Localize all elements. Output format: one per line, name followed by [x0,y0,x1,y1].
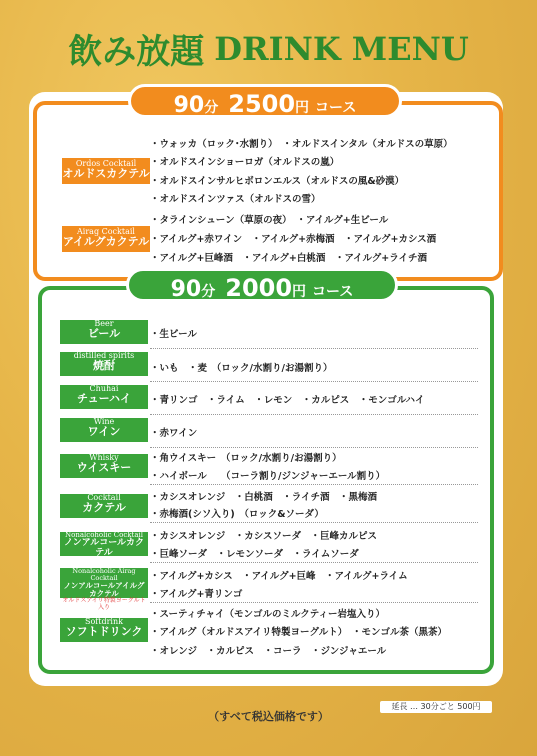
category-jp: ビール [87,327,121,341]
menu-line: ・オルドスインショーロガ（オルドスの嵐） [150,157,340,168]
divider [150,484,478,485]
category-en: Chuhai [89,384,119,393]
menu-line: ・アイルグ+青リンゴ [150,589,243,600]
course-2500-fun: 分 [204,100,219,116]
category-sub: オルドスアイリ特製ヨーグルト入り [60,598,148,611]
course-2500-price: 2500 [228,90,296,118]
menu-line: ・オルドスインツァス（オルドスの雪） [150,194,321,205]
menu-line: ・オルドスインサルヒボロンエルス（オルドスの風&砂漠） [150,176,405,187]
course-2000-price: 2000 [225,274,293,302]
menu-line: ・カシスオレンジ ・白桃酒 ・ライチ酒 ・黒梅酒 [150,492,377,503]
category-en: Cocktail [87,493,121,502]
category-en: Whisky [89,453,119,462]
category-jp: 焼酎 [93,359,115,373]
menu-line: ・巨峰ソーダ ・レモンソーダ ・ライムソーダ [150,549,359,560]
divider [150,602,478,603]
extension-note: 延長 … 30分ごと 500円 [380,701,492,713]
menu-line: ・赤梅酒(シソ入り) （ロック&ソーダ） [150,509,324,520]
category-cocktail [60,494,148,518]
category-en: Ordos Cocktail [75,159,137,168]
category-jp: ウイスキー [76,461,132,475]
course-2000-fun: 分 [201,284,216,300]
category-jp: オルドスカクテル [62,167,150,181]
menu-line: ・アイルグ+巨峰酒 ・アイルグ+白桃酒 ・アイルグ+ライチ酒 [150,253,427,264]
divider [150,562,478,563]
tax-note: （すべて税込価格です） [208,710,329,723]
category-softdrink [60,618,148,642]
category-en: Softdrink [85,617,123,626]
course-2500-mins: 90 [173,93,205,118]
category-jp: チューハイ [76,392,132,406]
category-en: Beer [94,319,114,328]
menu-line: ・生ビール [150,329,197,340]
category-jp: アイルグカクテル [62,235,150,249]
divider [150,522,478,523]
menu-line: ・角ウイスキー （ロック/水割り/お湯割り） [150,453,342,464]
category-airag-cocktail [62,226,150,252]
category-beer [60,320,148,344]
menu-line: ・いも ・麦 （ロック/水割り/お湯割り） [150,363,333,374]
course-2000-label: コース [312,284,354,300]
menu-line: ・カシスオレンジ ・カシスソーダ ・巨峰カルピス [150,531,377,542]
category-en: Airag Cocktail [77,227,135,236]
menu-line: ・アイルグ+カシス ・アイルグ+巨峰 ・アイルグ+ライム [150,571,408,582]
course-2000-yen: 円 [292,284,307,300]
page-title [0,24,537,73]
category-jp: ノンアルコールカクテル [63,538,145,558]
category-chuhai [60,385,148,409]
category-jp: ソフトドリンク [65,625,143,639]
category-nonalcoholic-airag-cocktail [60,567,148,611]
category-wine [60,418,148,442]
category-jp: ワイン [87,425,121,439]
menu-line: ・タラインシューン（草原の夜） ・アイルグ+生ビール [150,215,389,226]
category-shochu [60,352,148,376]
menu-line: ・アイルグ+赤ワイン ・アイルグ+赤梅酒 ・アイルグ+カシス酒 [150,234,437,245]
course-2500-yen: 円 [295,100,310,116]
title-en: DRINK MENU [214,29,469,68]
menu-line: ・ウォッカ（ロック･水割り） ・オルドスインタル（オルドスの草原） [150,139,453,150]
category-jp: ノンアルコールアイルグカクテル [63,580,145,598]
category-jp: カクテル [82,501,126,515]
category-whisky [60,454,148,478]
category-nonalcoholic-cocktail [60,532,148,556]
divider [150,414,478,415]
course-2500-banner [128,84,402,118]
menu-line: ・スーティチャイ（モンゴルのミルクティー岩塩入り） [150,609,386,620]
category-en: Nonalcoholic Cocktail [65,531,143,539]
course-2000-mins: 90 [170,277,202,302]
divider [150,381,478,382]
menu-line: ・ハイボール （コーラ割り/ジンジャーエール割り） [150,471,386,482]
category-en: distilled spirits [73,351,135,360]
category-en: Wine [93,417,115,426]
category-en: Nonalcoholic Airag Cocktail [72,567,136,582]
category-ordos-cocktail [62,158,150,184]
menu-line: ・オレンジ ・カルピス ・コーラ ・ジンジャエール [150,646,387,657]
title-jp: 飲み放題 [68,32,205,72]
menu-line: ・赤ワイン [150,428,198,439]
divider [150,447,478,448]
divider [150,348,478,349]
menu-line: ・アイルグ（オルドスアイリ特製ヨーグルト） ・モンゴル茶（黒茶） [150,627,447,638]
course-2000-banner [126,268,398,302]
menu-line: ・青リンゴ ・ライム ・レモン ・カルピス ・モンゴルハイ [150,395,425,406]
course-2500-label: コース [315,100,357,116]
